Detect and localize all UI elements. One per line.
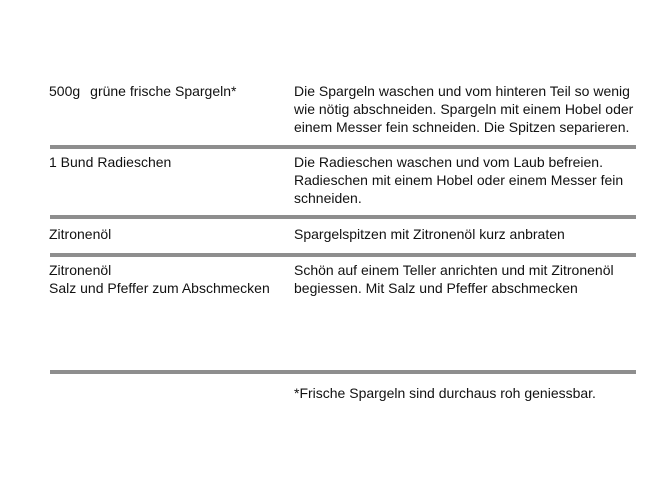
row-divider bbox=[50, 145, 636, 149]
ingredient-quantity: 500g bbox=[49, 83, 81, 99]
row-divider bbox=[50, 253, 636, 257]
footnote: *Frische Spargeln sind durchaus roh geniessbar. bbox=[294, 385, 596, 401]
ingredient-line bbox=[49, 153, 289, 171]
ingredient-name: grüne frische Spargeln* bbox=[90, 83, 237, 99]
instruction-text: Spargelspitzen mit Zitronenöl kurz anbraten bbox=[294, 226, 565, 242]
ingredient-cell bbox=[49, 82, 289, 100]
instruction-text: Schön auf einem Teller anrichten und mit Zitronenöl begiessen. Mit Salz und Pfeffer abschmecken bbox=[294, 262, 614, 296]
row-divider bbox=[50, 370, 636, 374]
instruction-text: Die Radieschen waschen und vom Laub befreien. Radieschen mit einem Hobel oder einem Messer fein schneiden. bbox=[294, 154, 624, 206]
ingredient-name: Salz und Pfeffer zum Abschmecken bbox=[49, 280, 270, 296]
ingredient-line bbox=[49, 82, 289, 100]
ingredient-name: Zitronenöl bbox=[49, 226, 112, 242]
ingredient-cell bbox=[49, 225, 289, 243]
ingredient-quantity: 1 Bund bbox=[49, 154, 94, 170]
row-divider bbox=[50, 215, 636, 219]
ingredient-name: Radieschen bbox=[97, 154, 172, 170]
instruction-text: Die Spargeln waschen und vom hinteren Teil so wenig wie nötig abschneiden. Spargeln mit einem Hobel oder einem Messer fein schneiden. Die Spitzen separieren. bbox=[294, 83, 634, 135]
ingredient-cell bbox=[49, 153, 289, 171]
ingredient-cell bbox=[49, 261, 289, 297]
ingredient-name: Zitronenöl bbox=[49, 262, 112, 278]
